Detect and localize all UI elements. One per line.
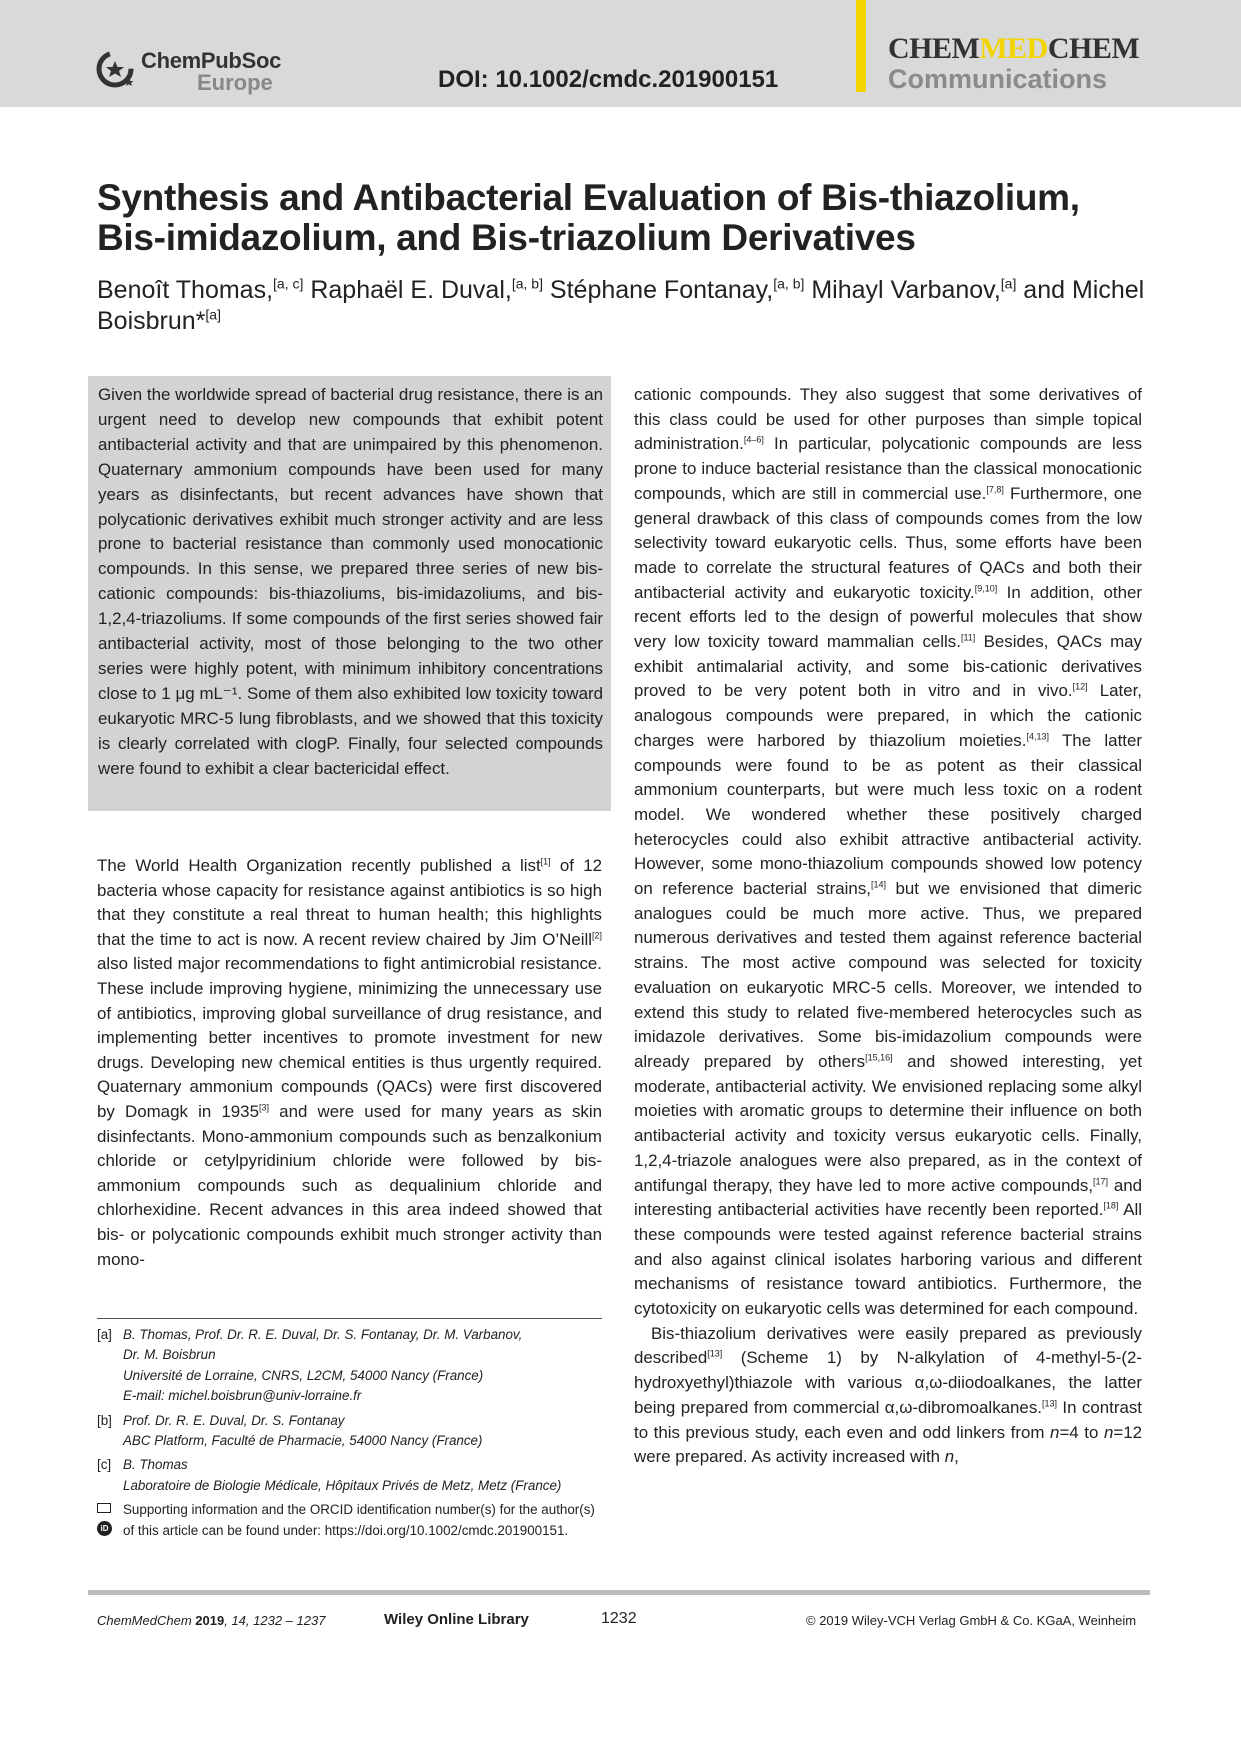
body-right-column <box>634 383 1142 1470</box>
author-name: Stéphane Fontanay, <box>542 276 774 304</box>
footnote-address: Laboratoire de Biologie Médicale, Hôpitaux Privés de Metz, Metz (France) <box>123 1477 562 1493</box>
author-affiliation: [a, c] <box>273 275 304 292</box>
citation-ref[interactable]: [14] <box>870 879 886 890</box>
text-run: and interesting antibacterial activities have recently been reported. <box>634 1175 1143 1220</box>
footnote-address: Université de Lorraine, CNRS, L2CM, 54000 Nancy (France) <box>123 1367 484 1383</box>
computer-screen-icon <box>97 1503 111 1513</box>
citation-ref[interactable]: [17] <box>1093 1175 1109 1186</box>
text-run: All these compounds were tested against reference bacterial strains and also against clinical isolates harboring various and different mechanisms of resistance toward antibiotics. Furthermore, the cytotoxicity on eukaryotic cells was determined for each compound. <box>634 1200 1142 1319</box>
author-name: Mihayl Varbanov, <box>804 276 1001 304</box>
body-paragraph <box>97 854 602 1272</box>
footnote-email[interactable]: E-mail: michel.boisbrun@univ-lorraine.fr <box>123 1388 362 1404</box>
author-name: Raphaël E. Duval, <box>303 276 512 304</box>
footnote-authors: B. Thomas, Prof. Dr. R. E. Duval, Dr. S. Fontanay, Dr. M. Varbanov, <box>123 1327 523 1342</box>
article-title: Synthesis and Antibacterial Evaluation of Bis-thiazolium, Bis-imidazolium, and Bis-triazolium Derivatives <box>97 177 1080 258</box>
footnote-label: [b] <box>97 1412 112 1428</box>
text-run: , <box>954 1447 959 1467</box>
citation-ref[interactable]: [13] <box>1041 1398 1057 1409</box>
author-name: Benoît Thomas, <box>97 276 274 304</box>
italic-variable: n <box>1050 1422 1060 1442</box>
author-affiliation: [a, b] <box>511 275 543 292</box>
italic-variable: n <box>1103 1422 1114 1442</box>
logo-text-chempubsoc: ChemPubSoc <box>141 48 282 73</box>
text-run: In particular, polycationic compounds are less prone to induce bacterial resistance than the classical monocationic compounds, which are still in commercial use. <box>634 434 1142 503</box>
body-paragraph <box>634 383 1142 1322</box>
supporting-info-text[interactable]: Supporting information and the ORCID identification number(s) for the author(s) of this article can be found under: https://doi.org/10.1002/cmdc.201900151. <box>123 1502 595 1538</box>
body-paragraph <box>634 1322 1142 1470</box>
footer-pages: , 1232 – 1237 <box>245 1613 326 1628</box>
footnote-b <box>97 1411 607 1452</box>
text-run: also listed major recommendations to fight antimicrobial resistance. These include improving hygiene, minimizing the unnecessary use of antibiotics, improving global surveillance of drug resistance, and implementing better incentives to promote investment for new drugs. Developing new chemical entities is thus urgently required. Quaternary ammonium compounds (QACs) were first discovered by Domagk in 1935 <box>97 954 602 1121</box>
footnote-a <box>97 1325 607 1407</box>
footer-divider <box>88 1590 1150 1595</box>
footnote-label: [a] <box>97 1327 112 1342</box>
citation-ref[interactable]: [1] <box>540 856 551 867</box>
citation-ref[interactable]: [18] <box>1103 1200 1119 1211</box>
text-run: The latter compounds were found to be as potent as their classical ammonium counterparts, but were much less toxic on a rodent model. We wondered whether these positively charged heterocycles could also exhibit attractive antibacterial activity. However, some mono-thiazolium compounds showed low potency on reference bacterial strains, <box>634 730 1142 899</box>
text-run: Furthermore, one general drawback of this class of compounds comes from the low selectivity toward eukaryotic cells. Thus, some efforts have been made to correlate the structural features of QACs and both their antibacterial activity and eukaryotic toxicity. <box>634 483 1143 602</box>
footnote-c <box>97 1455 607 1496</box>
citation-line: ChemMedChem 2019, 14, 1232 – 1237 <box>97 1613 326 1628</box>
citation-ref[interactable]: [13] <box>707 1348 723 1359</box>
footnote-address: ABC Platform, Faculté de Pharmacie, 54000 Nancy (France) <box>123 1433 483 1449</box>
citation-ref[interactable]: [12] <box>1072 681 1088 692</box>
text-run: In contrast to this previous study, each even and odd linkers from <box>634 1397 1142 1442</box>
chempubsoc-logo-icon <box>95 48 137 90</box>
author-affiliation: [a] <box>1000 275 1017 292</box>
text-run: and showed interesting, yet moderate, antibacterial activity. We envisioned replacing some alkyl moieties with aromatic groups to determine their influence on both antibacterial activity and toxicity versus eukaryotic cells. Finally, 1,2,4-triazole analogues were also prepared, as in the context of antifungal therapy, they have led to more active compounds, <box>634 1051 1143 1195</box>
footnote-authors: Dr. M. Boisbrun <box>123 1347 216 1363</box>
accent-bar <box>856 0 866 92</box>
footnote-authors: Prof. Dr. R. E. Duval, Dr. S. Fontanay <box>123 1412 345 1428</box>
supporting-info-note <box>97 1500 607 1541</box>
author-affiliation: [a] <box>205 306 221 323</box>
author-list <box>97 275 1157 337</box>
body-left-column <box>97 854 602 1272</box>
text-run: and were used for many years as skin disinfectants. Mono-ammonium compounds such as benzalkonium chloride or cetylpyridinium chloride were followed by bis-ammonium compounds such as dequalinium chloride and chlorhexidine. Recent advances in this area indeed showed that bis- or polycationic compounds exhibit much stronger activity than mono- <box>97 1101 602 1269</box>
citation-ref[interactable]: [4–6] <box>743 434 764 445</box>
citation-ref[interactable]: [4,13] <box>1026 731 1049 742</box>
abstract-text: Given the worldwide spread of bacterial drug resistance, there is an urgent need to develop new compounds that exhibit potent antibacterial activity and that are unimpaired by this phenomenon. Quaternary ammonium compounds have been used for many years as disinfectants, but recent advances have shown that polycationic derivatives exhibit much stronger activity and are less prone to bacterial resistance than commonly used monocationic compounds. In this sense, we prepared three series of new bis-cationic compounds: bis-thiazoliums, bis-imidazoliums, and bis-1,2,4-triazoliums. If some compounds of the first series showed fair antibacterial activity, most of those belonging to the two other series were highly potent, with minimum inhibitory concentrations close to 1 μg mL⁻¹. Some of them also exhibited low toxicity toward eukaryotic MRC-5 lung fibroblasts, and we showed that this toxicity is clearly correlated with clogP. Finally, four selected compounds were found to exhibit a clear bactericidal effect. <box>98 385 603 778</box>
journal-name <box>888 32 1139 66</box>
si-icons <box>97 1503 113 1536</box>
text-run: Bis-thiazolium derivatives were easily prepared as previously described <box>634 1323 1142 1368</box>
footnote-authors: B. Thomas <box>123 1457 188 1473</box>
author-name: and Michel Boisbrun* <box>97 276 1145 335</box>
footer-journal: ChemMedChem <box>97 1613 192 1628</box>
journal-name-part1: CHEM <box>888 32 980 65</box>
citation-ref[interactable]: [2] <box>591 930 602 941</box>
text-run: =12 were prepared. As activity increased with <box>634 1422 1143 1467</box>
copyright: © 2019 Wiley-VCH Verlag GmbH & Co. KGaA, Weinheim <box>806 1613 1137 1628</box>
wiley-online-library-link[interactable]: Wiley Online Library <box>384 1611 529 1628</box>
text-run: cationic compounds. They also suggest that some derivatives of this class could be used for other purposes than simple topical administration. <box>634 385 1142 454</box>
footnote-divider <box>97 1318 602 1319</box>
text-run: In addition, other recent efforts led to the design of powerful molecules that show very low toxicity toward mammalian cells. <box>634 582 1142 652</box>
text-run: of 12 bacteria whose capacity for resistance against antibiotics is so high that they constitute a real threat to human health; this highlights that the time to act is now. A recent review chaired by Jim O’Neill <box>97 856 602 949</box>
orcid-icon: iD <box>97 1521 112 1536</box>
author-affiliation: [a, b] <box>773 275 805 292</box>
footer-year: 2019 <box>195 1613 225 1628</box>
text-run: Later, analogous compounds were prepared, in which the cationic charges were harbored by thiazolium moieties. <box>634 681 1142 750</box>
citation-ref[interactable]: [9,10] <box>974 583 998 593</box>
footnote-label: [c] <box>97 1457 112 1473</box>
footer-volume: 14 <box>231 1613 246 1628</box>
text-run: (Scheme 1) by N-alkylation of 4-methyl-5-(2-hydroxyethyl)thiazole with various α,ω-diiodoalkanes, the latter being prepared from commercial α,ω-dibromoalkanes. <box>634 1348 1142 1417</box>
article-type: Communications <box>888 64 1108 94</box>
text-run: Besides, QACs may exhibit antimalarial activity, and some bis-cationic derivatives proved to be very potent both in vitro and in vivo. <box>634 632 1142 701</box>
doi[interactable]: DOI: 10.1002/cmdc.201900151 <box>438 66 779 93</box>
text-run: The World Health Organization recently published a list <box>97 856 541 875</box>
text-run: but we envisioned that dimeric analogues could be much more active. Thus, we prepared numerous derivatives and tested them against reference bacterial strains. The most active compound was selected for toxicity evaluation on eukaryotic MRC-5 cells. Moreover, we intended to extend this study to related five-membered heterocycles such as imidazole derivatives. Some bis-imidazolium compounds were already prepared by others <box>634 879 1142 1071</box>
text-run: =4 to <box>1059 1422 1104 1442</box>
italic-variable: n <box>944 1447 955 1467</box>
citation-ref[interactable]: [7,8] <box>986 484 1004 495</box>
publisher-logo[interactable] <box>95 44 282 96</box>
journal-name-part3: CHEM <box>1047 32 1140 65</box>
logo-text-europe: Europe <box>197 70 273 95</box>
affiliation-footnotes <box>97 1325 607 1541</box>
citation-ref[interactable]: [15,16] <box>865 1052 893 1063</box>
page-number: 1232 <box>601 1610 637 1627</box>
journal-name-part2: MED <box>979 32 1048 65</box>
citation-ref[interactable]: [3] <box>258 1102 269 1113</box>
citation-ref[interactable]: [11] <box>960 632 976 643</box>
